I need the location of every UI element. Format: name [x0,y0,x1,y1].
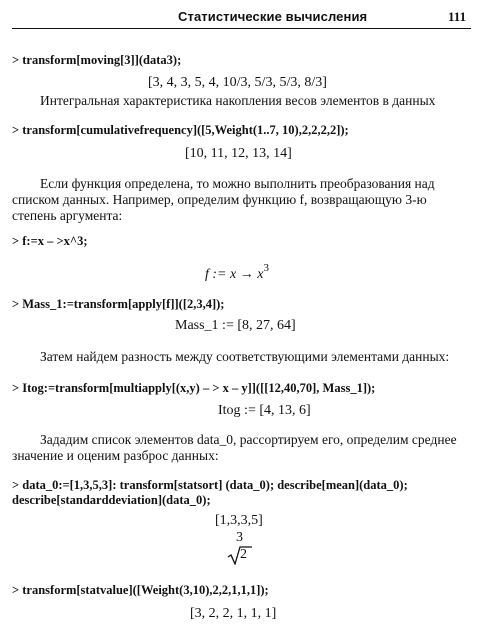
command-moving: > transform[moving[3]](data3); [12,53,182,67]
output-statvalue: [3, 2, 2, 1, 1, 1] [190,606,277,621]
output-standarddeviation: 2 [240,547,247,562]
output-sorted-list: [1,3,3,5] [215,513,263,528]
page-number: 111 [448,9,467,24]
command-data0-line2: describe[standarddeviation](data_0); [12,493,211,507]
command-data0-line1: > data_0:=[1,3,5,3]: transform[statsort] (data_0); describe[mean](data_0); [12,478,408,492]
output-define-f-lhs: f := x → x [205,267,264,282]
paragraph-function-intro: Если функция определена, то можно выполнить преобразования над списком данных. Например, определим функцию f, возвращающую 3-ю степень аргумента: [12,176,435,223]
command-cumulativefrequency: > transform[cumulativefrequency]([5,Weight(1..7, 10),2,2,2,2]); [12,123,349,137]
output-define-f [205,262,269,283]
output-define-f-exponent: 3 [263,262,269,274]
header-rule [12,28,471,29]
paragraph-difference: Затем найдем разность между соответствующими элементами данных: [40,349,450,364]
output-mass-1: Mass_1 := [8, 27, 64] [175,318,296,333]
command-statvalue: > transform[statvalue]([Weight(3,10),2,2,1,1,1]); [12,583,269,597]
output-mean: 3 [236,530,243,545]
command-define-f: > f:=x – >x^3; [12,234,88,248]
running-header-title: Статистические вычисления [178,9,368,24]
command-apply-f: > Mass_1:=transform[apply[f]]([2,3,4]); [12,297,225,311]
output-moving: [3, 4, 3, 5, 4, 10/3, 5/3, 5/3, 8/3] [148,75,327,90]
output-itog: Itog := [4, 13, 6] [218,403,311,418]
paragraph-data0: Зададим список элементов data_0, рассортируем его, определим среднее значение и оценим разброс данных: [12,432,457,463]
command-multiapply: > Itog:=transform[multiapply[(x,y) – > x – y]]([[12,40,70], Mass_1]); [12,381,376,395]
note-cumulative: Интегральная характеристика накопления весов элементов в данных [40,93,436,108]
output-cumulativefrequency: [10, 11, 12, 13, 14] [185,146,292,161]
